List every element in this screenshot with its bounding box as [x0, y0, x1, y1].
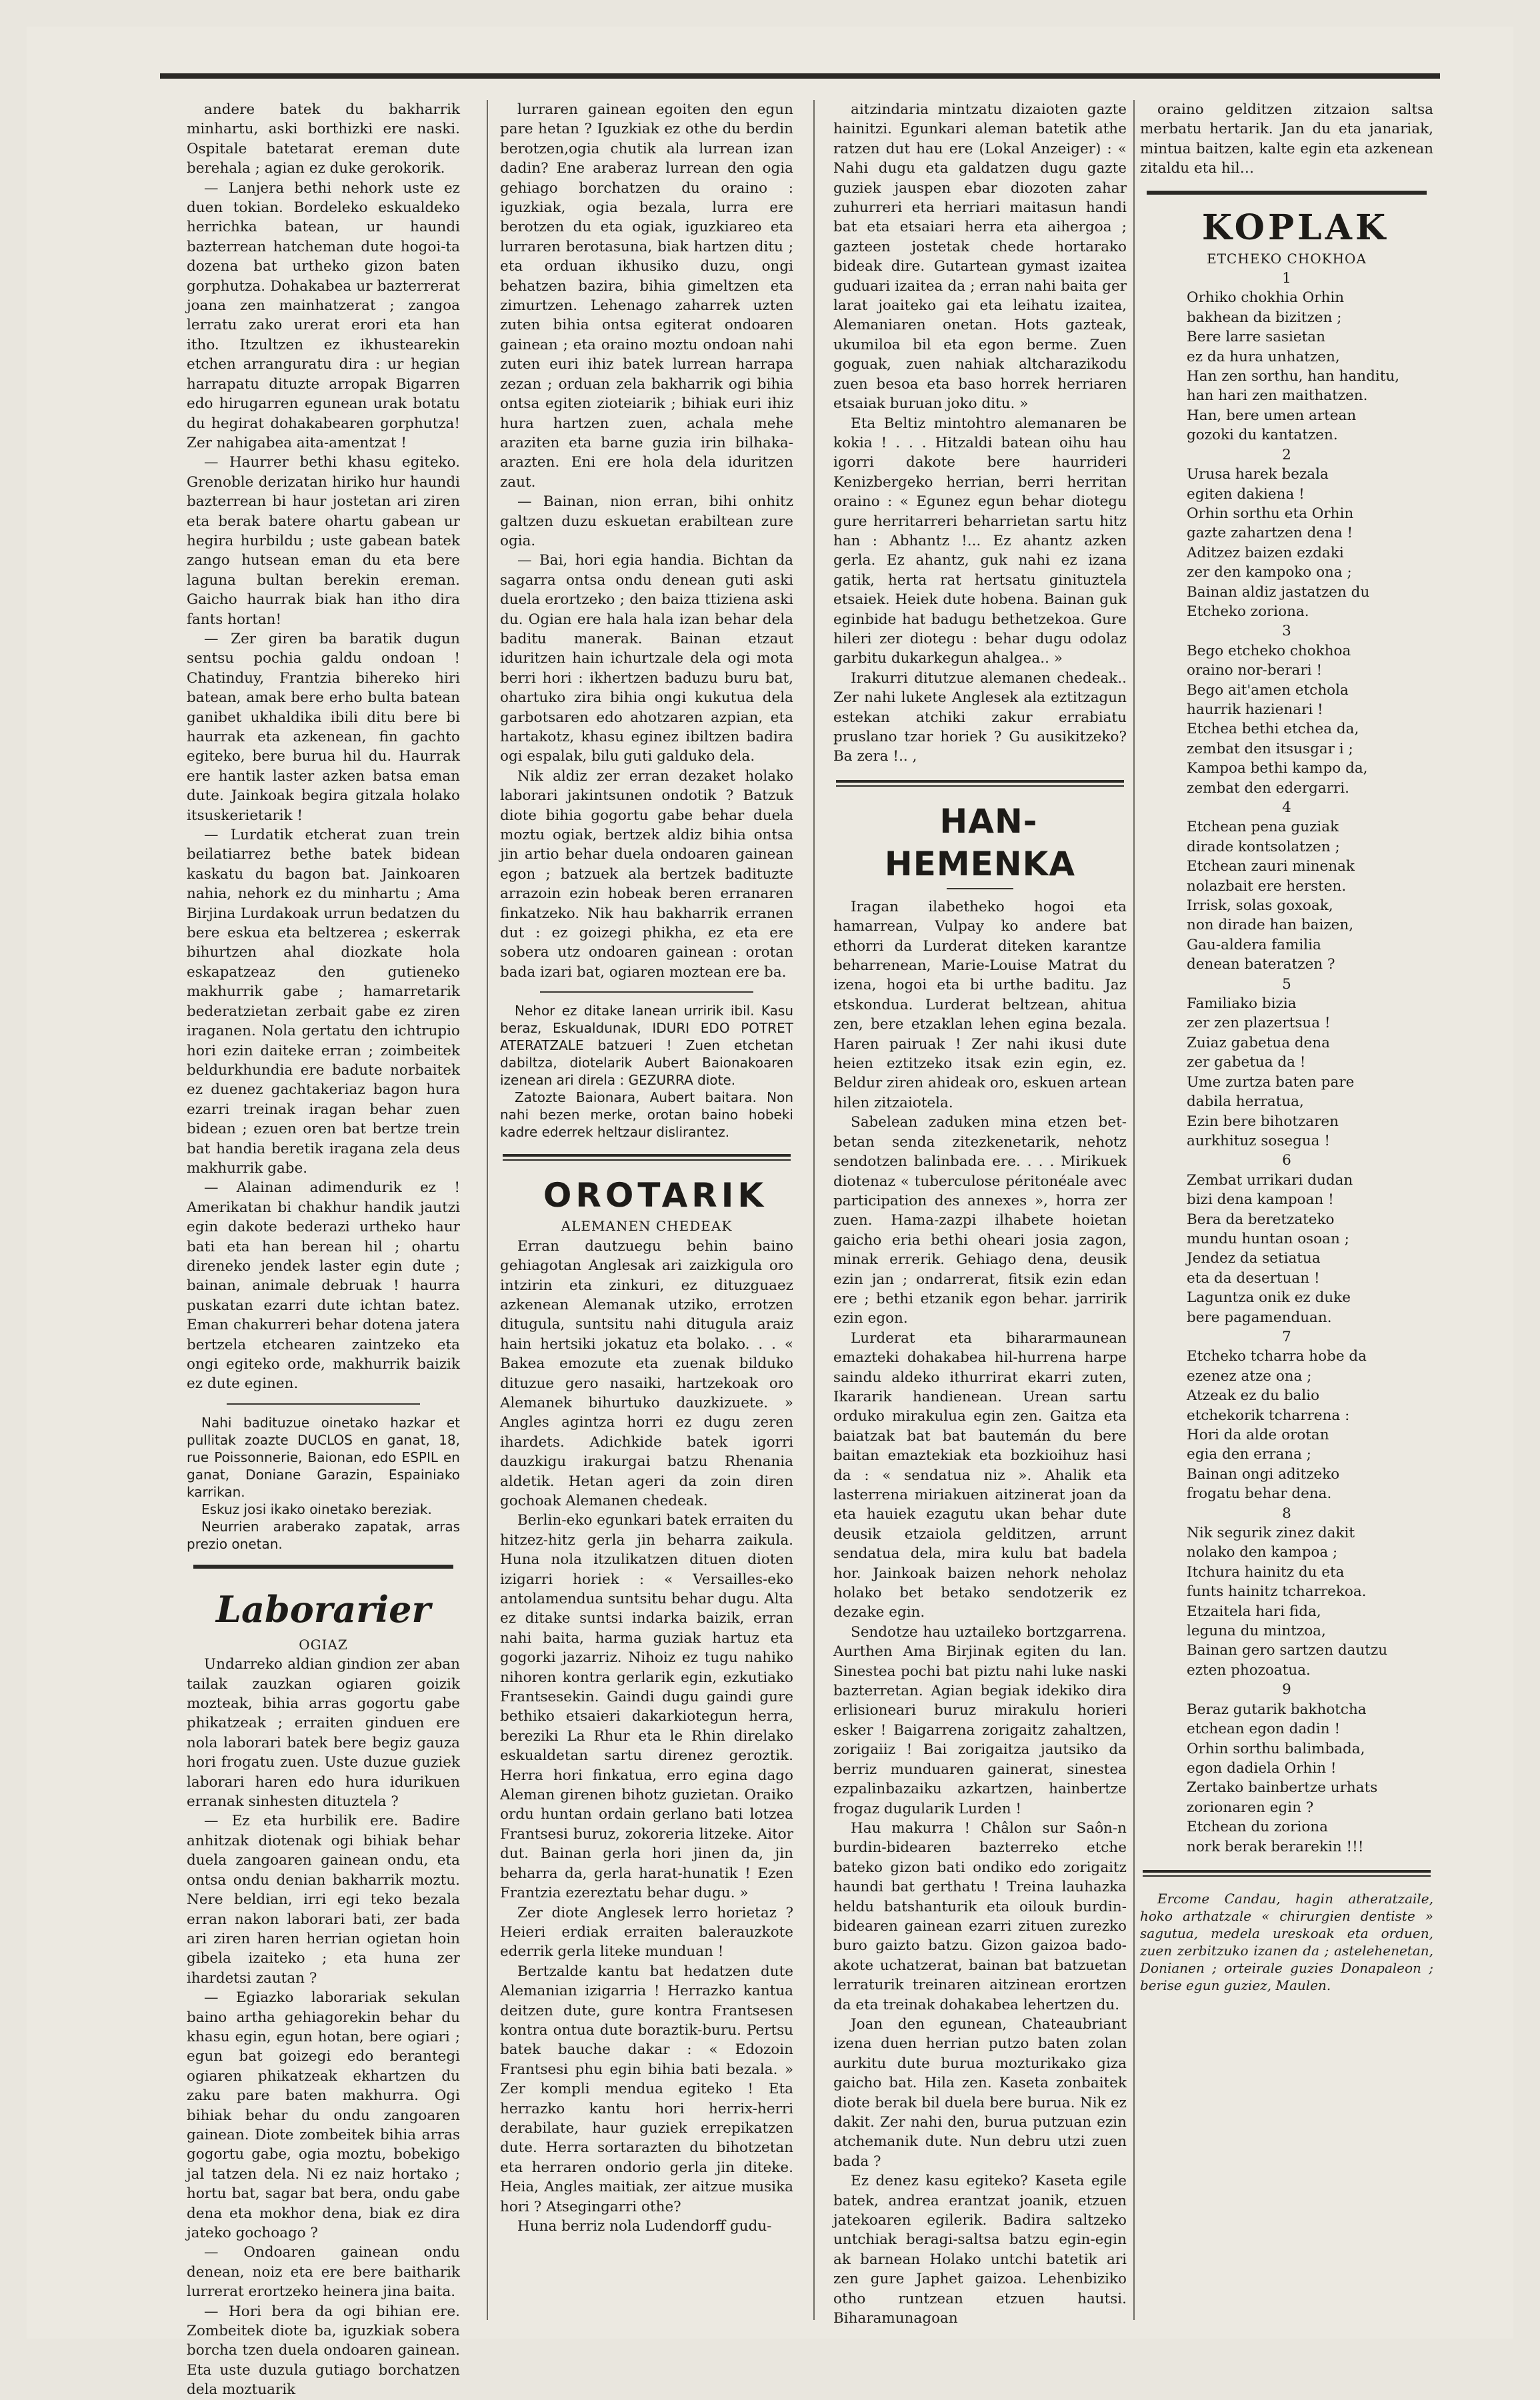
column-divider [813, 100, 815, 2320]
verse-line: Zuiaz gabetua dena [1187, 1034, 1330, 1051]
divider [1143, 1870, 1431, 1877]
article-paragraph: — Ez eta hurbilik ere. Badire anhitzak diotenak ogi bihiak behar duela zangoaren gainean ondu, eta ontsa ondu denian bakharrik moztu. Nere beldian, irri egi teko bezala erran nakon laborari bati, zer bada ari ziren haren herrian ogietan hoin gibela izaiteko ; eta huna zer ihardetsi zautan ? [187, 1813, 460, 1987]
verse-line: Urusa harek bezala [1187, 466, 1329, 483]
divider [1147, 191, 1427, 195]
photographer-notice [500, 1002, 793, 1141]
verse-line: Ume zurtza baten pare [1187, 1073, 1355, 1091]
verse-line: Beraz gutarik bakhotcha [1187, 1701, 1367, 1718]
verse-line: bere pagamenduan. [1187, 1309, 1332, 1326]
article-paragraph: Lurderat eta bihararmaunean emazteki dohakabea hil-hurrena harpe saindu aldeko ithurrirat ekarri zuten, Ikararik handienean. Urean sartu orduko mirakulua egin zen. Gaitza eta baiatzak bat bat bautemán du bere baitan emaztekiak eta bozkioihuz hasi da : « sendatua niz ». Ahalik eta lasterrena miriakuen aitzinerat joan da eta hauiek ezagutu ukan behar dute deusik etzaiola gelditzen, arrunt sendatua dela, mira kulu bat badela hor. Jainkoak baizen nehork neholaz holako bet betako sendotzerik ez dezake egin. [833, 1329, 1127, 1621]
verse-line: Zembat urrikari dudan [1187, 1171, 1353, 1189]
poem-title: ETCHEKO CHOKHOA [1207, 250, 1367, 267]
verse-line: Bainan ongi aditzeko [1187, 1465, 1340, 1483]
verse-line: Orhiko chokhia Orhin [1187, 289, 1345, 307]
stanza-number: 5 [1282, 975, 1291, 993]
article-paragraph: — Lurdatik etcherat zuan trein beilatiarrez bethe batek bidean kaskatu du bagon bat. Jainkoaren nahia, nehork ez du minhartu ; Ama Birjina Lurdakoak urrun bedatzen du bere eskua eta beltzerea ; eskerrak bihurtzen ahal diozkate hola eskapatzeaz den gutieneko makhurrik gabe ; hamarretarik bederatzietan zerbait gabe ez ziren iraganen. Nola gertatu den ichtrupio hori ezin daiteke erran ; zoimbeitek beldurkhundia ere badute norbaitek ez duenez gachtakeriaz bagon hura ezarri treinak iragan behar zuen bidean ; ezuen oren bat bertze trein bat handia beretik iragana zela deus makhurrik gabe. [187, 827, 460, 1177]
section-title-koplak: KOPLAK [1201, 207, 1389, 248]
verse-line: Han, bere umen artean [1187, 407, 1357, 424]
verse-line: Jendez da setiatua [1187, 1250, 1321, 1267]
article-paragraph: — Hori bera da ogi bihian ere. Zombeitek diote ba, iguzkiak sobera borcha tzen duela ondoaren gainean. Eta uste duzula gutiago borchatzen dela moztuarik [187, 2303, 460, 2399]
verse-line: egon dadiela Orhin ! [1187, 1759, 1337, 1777]
article-paragraph: — Alainan adimendurik ez ! Amerikatan bi chakhur handik jautzi egin dakote bederazi urtheko haur bati eta han berean hil ; ohartu direneko jendek laster egin dute ; bainan, animale debruak ! haurra puskatan ezarri dute ichtan batez. Eman chakurreri behar dotena jatera bertzela etchearen zaintzeko eta ongi egiteko orde, makhurrik baizik ez dute eginen. [187, 1179, 460, 1393]
verse-line: nolako den kampoa ; [1187, 1544, 1338, 1561]
verse-line: Etchean pena guziak [1187, 819, 1339, 836]
verse-line: egia den errana ; [1187, 1446, 1312, 1463]
article-paragraph: — Bai, hori egia handia. Bichtan da sagarra ontsa ondu denean guti aski duela erortzeko ; den baiza ttiziena aski du. Ogian ere hala hala izan behar dela baditu manerak. Bainan etzaut iduritzen hain ichurtzale dela ogi mota berri hori : ikhertzen baduzu buru bat, ohartuko zira bihia ongi kukutua dela garbotsaren edo ahotzaren azpian, eta hartakotz, khasu eginez ibiltzen badira ogi espalak, bilu guti galduko dela. [500, 552, 793, 765]
verse-line: Etcheko tcharra hobe da [1187, 1348, 1367, 1365]
verse-line: etchean egon dadin ! [1187, 1721, 1341, 1738]
verse-line: Han zen sorthu, han handitu, [1187, 368, 1400, 385]
shoe-advertisement [187, 1414, 460, 1553]
verse-line: oraino nor-berari ! [1187, 662, 1323, 679]
verse-line: mundu huntan osoan ; [1187, 1230, 1349, 1247]
article-paragraph: Joan den egunean, Chateaubriant izena duen herrian putzo baten zolan aurkitu dute burua mozturikako giza gaicho bat. Hila zen. Kaseta zonbaitek diote berak bil duela bere burua. Nik ez dakit. Zer nahi den, burua putzuan ezin atchemanik dute. Nun debru utzi zuen bada ? [833, 2015, 1127, 2170]
divider [836, 780, 1124, 787]
verse-line: Etcheko zoriona. [1187, 603, 1309, 620]
verse-line: funts hainitz tcharrekoa. [1187, 1583, 1367, 1601]
article-paragraph: Hau makurra ! Châlon sur Saôn-n burdin-bidearen bazterreko etche bateko gizon bati ondiko edo zorigaitz haundi bat gerthatu ! Treina lauhazka heldu batshanturik eta oilouk burdin-bidearen gainean ezarri zituen zurezko buro gaizto batzu. Gizon gaizoa bado-akote uchatzerat, bainan bat batzuetan lerraturik treinaren aitzinean erortzen da eta treinak dohakabea lehertzen du. [833, 1819, 1127, 2013]
verse-line: leguna du mintzoa, [1187, 1623, 1326, 1640]
verse-line: Aditzez baizen ezdaki [1187, 544, 1344, 561]
stanza-number: 2 [1282, 446, 1291, 463]
verse-line: eta da desertuan ! [1187, 1269, 1320, 1287]
verse-line: nolazbait ere hersten. [1187, 877, 1347, 895]
article-paragraph: Huna berriz nola Ludendorff gudu- [517, 2218, 772, 2235]
verse-line: Bego etcheko chokhoa [1187, 642, 1351, 659]
verse-line: Etchean du zoriona [1187, 1819, 1328, 1836]
article-paragraph: Irakurri ditutzue alemanen chedeak.. Zer nahi lukete Anglesek ala eztitzagun estekan atchiki zakur errabiatu pruslano tzar horiek ? Gu ausikitzeko? Ba zera !.. , [833, 669, 1127, 765]
article-paragraph: Bertzalde kantu bat hedatzen dute Alemanian izigarria ! Herrazko kantua deitzen dute, gure kontra Frantsesen kontra ontua dute boraztik-buru. Pertsu batek bauche dakar : « Edozoin Frantsesi phu egin bihia bati bezala. » Zer kompli mendua egiteko ! Eta herrazko kantu hori herrix-herri derabilate, haur guziek errepikatzen dute. Herra sortarazten du bihotzetan eta herraren ondorio gerla jin diteke. Heia, Angles maitiak, zer aitzue musika hori ? Atsegingarri othe? [500, 1963, 793, 2215]
ad-line: Neurrien araberako zapatak, arras prezio onetan. [187, 1518, 460, 1552]
article-paragraph: Zer diote Anglesek lerro horietaz ? Heieri erdiak erraiten balerauzkote ederrik gerla liteke munduan ! [500, 1904, 793, 1961]
verse-line: Bere larre sasietan [1187, 329, 1325, 346]
verse-line: ezten phozoatua. [1187, 1661, 1311, 1679]
verse-line: han hari zen maithatzen. [1187, 387, 1368, 405]
verse-line: dabila herratua, [1187, 1093, 1304, 1111]
column-1 [187, 100, 460, 2399]
verse-line: zembat den edergarri. [1187, 779, 1349, 797]
section-title-han-hemenka: HAN-HEMENKA [884, 801, 1076, 883]
column-4 [1140, 100, 1433, 2300]
article-paragraph: aitzindaria mintzatu dizaioten gazte hainitzi. Egunkari aleman batetik athe ratzen dut hau ere (Lokal Anzeiger) : « Nahi dugu eta galdatzen dugu gazte guziek jauspen ebar diozoten zahar zuhurreri eta herriari maitasun handi bat eta etsaiari herra eta aihergoa ; gazteen jostetak chede hortarako bideak dire. Gutartean gymast izaitea guduari izaitea da ; erran nahi baita ger larat joaiteko gai eta leihatu izaitea, Alemaniaren onetan. Hots gazteak, ukumiloa bil eta egon berme. Zuen goguak, zuen nahiak altcharazikodu zuen besoa eta baso horrek herriaren etsaiak buruan joko ditu. » [833, 101, 1127, 413]
article-paragraph: — Zer giren ba baratik dugun sentsu pochia galdu ondoan ! Chatinduy, Frantzia bihereko hiri batean, amak bere erho bulta batean ganibet ukhaldika ibili ditu bere bi haurrak eta azkenean, fin gachto egiteko, bere burua hil du. Haurrak ere hantik laster azken batsa eman dute. Jainkoak begira gitzala holako itsuskerietarik ! [187, 630, 460, 824]
top-rule [160, 73, 1440, 79]
article-paragraph: Eta Beltiz mintohtro alemanaren be kokia ! . . . Hitzaldi batean oihu hau igorri dakote bere haurrideri Kenizbergeko herrian, berri herritan oraino : « Egunez egun behar diotegu gure herritarreri beharrietan sartu hitz han : Abhantz !... Ez ahantz azken gerla. Ez ahantz, guk nahi ez izana gatik, herta rat hertsatu ginituztela etsaiek. Heiek dute hobena. Bainan guk eginbide hat badugu bethetzekoa. Gure hileri zer diotegu : behar dugu odolaz garbitu dukarkegun ahalgea.. » [833, 415, 1127, 667]
verse-line: gazte zahartzen dena ! [1187, 525, 1353, 542]
verse-line: Etchea bethi etchea da, [1187, 721, 1359, 738]
section-subtitle: OGIAZ [299, 1636, 348, 1653]
column-divider [487, 100, 488, 2320]
verse-line: ez da hura unhatzen, [1187, 348, 1340, 365]
verse-line: Ezin bere bihotzaren [1187, 1113, 1339, 1130]
article-paragraph: Undarreko aldian gindion zer aban tailak zauzkan ogiaren goizik mozteak, bihia arras gogortu gabe phikatzeak ; erraiten ginduen ere nola laborari batek bere begiz gauza hori frogatu zuen. Uste duzue guziek laborari haren edo hura idurikuen erranak sinhesten dituztela ? [187, 1656, 460, 1811]
divider [193, 1565, 453, 1569]
verse-line: Bainan aldiz jastatzen du [1187, 583, 1370, 601]
stanza-number: 8 [1282, 1505, 1291, 1522]
verse-line: Laguntza onik ez duke [1187, 1289, 1351, 1307]
article-paragraph: Ez denez kasu egiteko? Kaseta egile batek, andrea erantzat joanik, etzuen jatekoaren egilerik. Badira saltzeko untchiak beragi-saltsa batzu egin-egin ak barnean Holako untchi batetik ari zen gure Japhet gaizoa. Lehenbiziko otho runtzean etzuen hautsi. Biharamunagoan [833, 2173, 1127, 2327]
verse-line: Etchean zauri minenak [1187, 858, 1355, 875]
article-paragraph: lurraren gainean egoiten den egun pare hetan ? Iguzkiak ez othe du berdin berotzen,ogia chutik ala lurrean izan dadin? Ene araberaz lurrean den ogia gehiago borchatzen du oraino : iguzkiak, ogia bezala, lurra ere berotzen du eta ogiak, iguzkiareo eta lurraren berotasuna, biak hartzen ditu ; eta orduan ikhusiko duzu, ongi behatzen bazira, bihia gimeltzen eta zimurtzen. Lehenago zaharrek uzten zuten bihia ontsa egiterat ondoaren gainean ; eta oraino moztu ondoan nahi zuten euri ihiz batek lurrean harrapa zezan ; orduan zela bakharrik ogi bihia ontsa egiten zioteiarik ; bihiak euri ihiz hura hartzen zuen, achala mehe araziten eta barne guzia irin bilhaka-arazten. Eni ere hola dela iduritzen zaut. [500, 101, 793, 491]
divider [227, 1403, 420, 1405]
verse-line: Orhin sorthu balimbada, [1187, 1740, 1365, 1757]
verse-line: nork berak berarekin !!! [1187, 1838, 1364, 1855]
verse-line: Atzeak ez du balio [1187, 1387, 1320, 1405]
verse-line: etchekorik tcharrena : [1187, 1407, 1350, 1424]
verse-line: Hori da alde orotan [1187, 1427, 1329, 1443]
divider [503, 1154, 791, 1161]
column-2 [500, 100, 793, 2300]
article-paragraph: — Egiazko laborariak sekulan baino artha gehiagorekin behar du khasu egin, egun hotan, bere ogiari ; egun bat goizegi edo berantegi ogiaren phikatzeak ekhartzen du zaku pare baten makhurra. Ogi bihiak behar du ondu zangoaren gainean. Diote zombeitek bihia arras gogortu gabe, ogia moztu, bobekigo jal tatzen dela. Ni ez naiz hortako ; hortu bat, sagar bat bera, ondu gabe dena eta mokhor dena, biak ez dira jateko gochoago ? [187, 1989, 460, 2241]
verse-line: Gau-aldera familia [1187, 936, 1321, 953]
stanza-number: 6 [1282, 1152, 1291, 1169]
article-paragraph: — Bainan, nion erran, bihi onhitz galtzen duzu eskuetan erabiltean zure ogia. [500, 493, 793, 549]
verse-line: Kampoa bethi kampo da, [1187, 760, 1368, 777]
verse-line: zer zen plazertsua ! [1187, 1015, 1331, 1032]
verse-line: denean bateratzen ? [1187, 956, 1335, 973]
stanza-number: 3 [1282, 623, 1291, 640]
article-paragraph: Iragan ilabetheko hogoi eta hamarrean, Vulpay ko andere bat ethorri da Lurderat diteken karantze beharrenean, Marie-Louise Matrat du izena, hogoi eta bi urthe baditu. Jaz etskondua. Lurderat beltzean, ahitua zen, bere etzaklan lehen egina bezala. Haren pairuak ! Zer nahi ikusi dute heien eztitzeko itsak ezin egin, ez. Beldur ziren ahideak oro, eskuen artean hilen zitzaiotela. [833, 898, 1127, 1111]
article-paragraph: Nik aldiz zer erran dezaket holako laborari jakintsunen ondotik ? Batzuk diote bihia gogortu gabe behar duela moztu ogiak, bertzek aldiz bihia ontsa jin artio behar duela ondoaren gainean egon ; batzuek ala bertzek badituzte arrazoin ezin hobeak beren erranaren finkatzeko. Nik hau bakharrik erranen dut : ez goizegi phikha, ez eta ere sobera utz ondoaren gainean : orotan bada izari bat, ogiaren moztean ere ba. [500, 767, 793, 981]
article-paragraph: Sendotze hau uztaileko bortzgarrena. Aurthen Ama Birjinak egiten du lan. Sinestea pochi bat piztu nahi luke naski bazterretan. Agian begiak idekiko dira erlisioneari buruz mirakulu horieri esker ! Baigarrena zorigaitz zahaltzen, zorigaiiz ! Bai zorigaitza jautsiko da berriz munduaren gainerat, sinestea ezpalinbazaiku azkartzen, hainbertze frogaz dugularik Lurden ! [833, 1623, 1127, 1817]
stanza-number: 7 [1282, 1328, 1291, 1345]
verse-line: gozoki du kantatzen. [1187, 427, 1338, 444]
verse-line: zembat den itsusgar i ; [1187, 740, 1353, 757]
verse-line: frogatu behar dena. [1187, 1485, 1332, 1503]
verse-line: zorionaren egin ? [1187, 1799, 1314, 1816]
verse-line: Bera da beretzateko [1187, 1211, 1335, 1228]
dentist-advertisement [1140, 1890, 1433, 1994]
verse-line: haurrik hazienari ! [1187, 701, 1323, 718]
article-paragraph: andere batek du bakharrik minhartu, aski borthizki ere naski. Ospitale batetarat ereman dute berehala ; agian ez duke gerokorik. [187, 101, 460, 177]
divider [947, 888, 1013, 889]
poem-stanzas [1140, 269, 1433, 1857]
ad-text: Ercome Candau, hagin atheratzaile, hoko arthatzale « chirurgien dentiste » sagutua, medela ureskoak eta orduen, zuen zerbitzuko izanen da ; astelehenetan, Donianen ; orteirale guzies Donapaleon ; berise egun guziez, Maulen. [1140, 1890, 1433, 1993]
verse-line: Irrisk, solas goxoak, [1187, 897, 1333, 915]
column-divider [1133, 100, 1135, 2320]
notice-line: Zatozte Baionara, Aubert baitara. Non nahi bezen merke, orotan baino hobeki kadre ederrek heltzaur dislirantez. [500, 1089, 793, 1141]
verse-line: Bainan gero sartzen dautzu [1187, 1642, 1388, 1659]
section-title-orotarik: OROTARIK [543, 1176, 768, 1215]
verse-line: Familiako bizia [1187, 995, 1297, 1013]
verse-line: zer den kampoko ona ; [1187, 564, 1352, 581]
article-paragraph: — Ondoaren gainean ondu denean, noiz eta ere bere baitharik lurrerat erortzeko heinera jina baita. [187, 2244, 460, 2301]
article-paragraph: Erran dautzuegu behin baino gehiagotan Anglesak ari zaizkigula oro intzirin eta zinkuri, ez dituzguaez azkenean Alemanak utziko, errotzen ditugula, suntsitu nahi ditugula araiz hain hertsiki jokatuz eta bolako. . . « Bakea emozute eta zuenak bilduko dituzue gero nasaiki, hartzekoak oro Alemanek bihurtuko dauzkizuete. » Angles agintza horri ez dugu zeren ihardets. Adichkide batek igorri dauzkigu irakurgai batzu Rhenania aldetik. Hetan ageri da zoin diren gochoak Alemanen chedeak. [500, 1237, 793, 1509]
verse-line: egiten dakiena ! [1187, 485, 1305, 503]
verse-line: Nik segurik zinez dakit [1187, 1525, 1355, 1542]
article-paragraph: Berlin-eko egunkari batek erraiten du hitzez-hitz gerla jin beharra zaikula. Huna nola itzulikatzen dituen dioten izigarri horiek : « Versailles-eko antolamendua suntsitu behar dugu. Alta ez ditake suntsi indarka baizik, erran nahi baita, harma guziak hartuz eta gogorki jazarriz. Nihoiz ez tugu nahiko nihoren kontra gerlarik egin, ezkutiako Frantsesekin. Gaindi dugu gaindi gure bethiko etsaieri dakarkiotegun herra, bereziki La Rhur eta le Rhin direlako eskualdetan sartu direnez geroztik. Herra hori finkatua, erro egina dago Aleman girenen bihotz guzietan. Oraiko ordu huntan ordain gerlano bati lotzea Frantsesi buruz, zokoreria litzeke. Aitor dut. Bainan gerla hori jinen da, jin beharra da, gerla harat-hunatik ! Ezen Frantzia ezereztatu behar dugu. » [500, 1512, 793, 1902]
newspaper-page [27, 27, 1513, 2399]
article-paragraph: — Lanjera bethi nehork uste ez duen tokian. Bordeleko eskualdeko herrichka batean, ur haundi bazterrean hatcheman dute hogoi-ta dozena bat urtheko gizon baten gorphutza. Dohakabea ur bazterrerat joana zen mainhatzerat ; zangoa lerratu zako urerat erori eta han itho. Itzultzen ez ikhustearekin etchen arranguratu dira : ur hegian harrapatu dituzte arropak Bigarren edo hirugarren egunean urak botatu du hegirat dohakabearen gorphutza! Zer nahigabea aita-amentzat ! [187, 179, 460, 451]
article-paragraph: — Haurrer bethi khasu egiteko. Grenoble derizatan hiriko hur haundi bazterrean bi haur jostetan ari ziren eta berak batere ohartu gabean ur hegira hurbildu ; uste gabean batek zango hutsean eman du eta bere laguna bultan berekin ereman. Gaicho haurrak biak han itho dira fants hortan! [187, 454, 460, 628]
ad-line: Eskuz josi ikako oinetako bereziak. [201, 1501, 432, 1517]
ad-line: Nahi badituzue oinetako hazkar et pullitak zoazte DUCLOS en ganat, 18, rue Poissonnerie, Baionan, edo ESPIL en ganat, Doniane Garazin, Espainiako karrikan. [187, 1414, 460, 1500]
verse-line: bakhean da bizitzen ; [1187, 309, 1342, 326]
stanza-number: 4 [1282, 799, 1291, 816]
stanza-number: 1 [1282, 270, 1291, 287]
section-subtitle: ALEMANEN CHEDEAK [561, 1218, 733, 1235]
notice-line: Nehor ez ditake lanean urririk ibil. Kasu beraz, Eskualdunak, IDURI EDO POTRET ATERATZALE batzueri ! Zuen etchetan dabiltza, diotelarik Aubert Baionakoaren izenean ari direla : GEZURRA diote. [500, 1003, 793, 1089]
verse-line: Bego ait'amen etchola [1187, 681, 1349, 699]
verse-line: Itchura hainitz du eta [1187, 1563, 1345, 1581]
verse-line: dirade kontsolatzen ; [1187, 838, 1340, 855]
verse-line: Orhin sorthu eta Orhin [1187, 505, 1354, 522]
verse-line: zer gabetua da ! [1187, 1054, 1306, 1071]
divider [540, 991, 753, 993]
article-paragraph: Sabelean zaduken mina etzen bet-betan senda zitezkenetarik, nehotz sendotzen balinbada ere. . . . Mirikuek diotenaz « tuberculose péritonéale avec participation des annexes », horra zer zuen. Hama-zazpi ilhabete hoietan gaicho eria bethi oheari josia zagon, minak errerik. Gehiago dena, deusik ezin jan ; ondarrerat, fitsik ezin edan ere ; bethi etzanik egon behar. jarririk ezin egon. [833, 1114, 1127, 1327]
section-title-laborarier: Laborarier [216, 1587, 431, 1631]
stanza-number: 9 [1282, 1681, 1291, 1699]
article-paragraph: oraino gelditzen zitzaion saltsa merbatu hertarik. Jan du eta janariak, mintua baitzen, kalte egin eta azkenean zitaldu eta hil… [1140, 101, 1433, 177]
verse-line: Zertako bainbertze urhats [1187, 1779, 1378, 1797]
verse-line: ezenez atze ona ; [1187, 1367, 1312, 1385]
verse-line: aurkhituz sosegua ! [1187, 1132, 1330, 1149]
column-3 [833, 100, 1127, 2327]
verse-line: Etzaitela hari fida, [1187, 1603, 1321, 1620]
verse-line: bizi dena kampoan ! [1187, 1191, 1334, 1209]
verse-line: non dirade han baizen, [1187, 917, 1354, 934]
